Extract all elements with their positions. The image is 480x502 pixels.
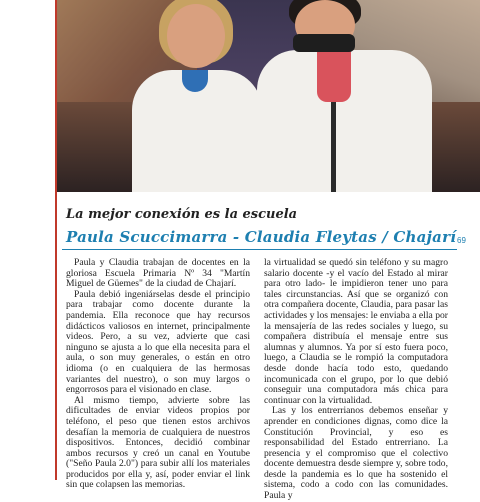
photo-two-teachers [57, 0, 480, 192]
paragraph: Paula y Claudia trabajan de docentes en la gloriosa Escuela Primaria Nº 34 "Martín Miguel de Güemes" de la ciudad de Chajarí. [66, 257, 250, 290]
left-margin [0, 0, 56, 480]
paragraph: la virtualidad se quedó sin teléfono y su magro salario docente -y el vacío del Estado al mirar para otro lado- le impidieron tener uno para tales circunstancias. Así que se organizó con otra compañera docente, Claudia, para pasar las actividades y los mensajes: le enviaba a ella por la mensajería de las redes sociales y luego, su compañera distribuía el mensaje entre sus alumnas y alumnos. Ya por sí esto fuera poco, luego, a Claudia se le rompió la computadora desde donde hacía todo esto, quedando incomunicada con el grupo, por lo que debió conseguir una computadora más chica para continuar con la virtualidad. [264, 257, 448, 406]
title-divider [62, 249, 457, 250]
paragraph: Las y los entrerrianos debemos enseñar y aprender en condiciones dignas, como dice la Constitución Provincial, y eso es responsabilidad del Estado entrerriano. La presencia y el compromiso que el colectivo docente demuestra desde siempre y, sobre todo, desde la pandemia es lo que ha sostenido el sistema, codo a codo con las comunidades. Paula y [264, 405, 448, 502]
body-column-left [66, 258, 250, 491]
teacher-right [247, 0, 447, 192]
section-kicker: La mejor conexión es la escuela [66, 207, 298, 222]
paragraph: Paula debió ingeniárselas desde el principio para trabajar como docente durante la pandemia. Ella reconoce que hay recursos didácticos valiosos en internet, principalmente videos. Pero, a su vez, advierte que casi ninguno se ajusta a lo que ella necesita para el aula, o son muy generales, o están en otro idioma (o en cualquiera de las hermosas variantes del nuestro), o son muy largos o engorrosos para el visionado en clase. [66, 288, 250, 396]
page-number: 69 [457, 236, 466, 245]
article-title: Paula Scuccimarra - Claudia Fleytas / Chajarí [66, 228, 457, 246]
body-column-right [264, 258, 448, 502]
paragraph: Al mismo tiempo, advierte sobre las dificultades de enviar videos propios por teléfono, el peso que tienen estos archivos desafían la memoria de cualquiera de nuestros dispositivos. Entonces, decidió combinar ambos recursos y creó un canal en Youtube ("Seño Paula 2.0") para subir allí los materiales producidos por ella y, así, poder enviar el link sin que colapsen las memorias. [66, 394, 250, 491]
